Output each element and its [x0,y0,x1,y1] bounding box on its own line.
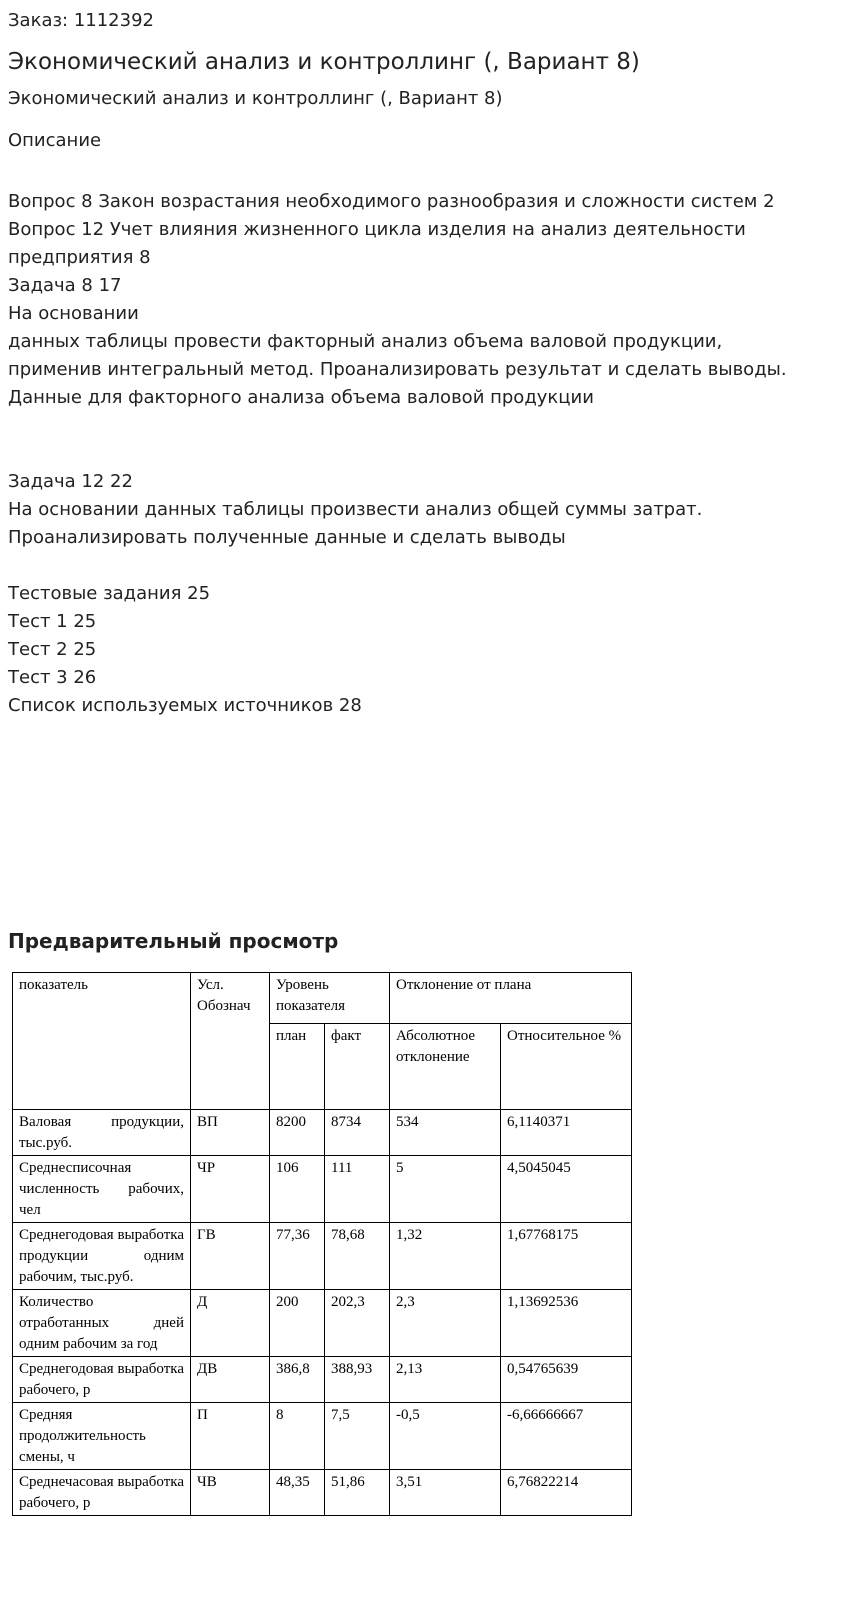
order-number: Заказ: 1112392 [8,10,154,31]
preview-table [12,972,632,1516]
cell-plan: 77,36 [270,1223,325,1290]
cell-indicator: Среднесписочная численность рабочих, чел [13,1156,191,1223]
description-line: Тест 1 25 [8,611,97,632]
cell-indicator: Средняя продолжительность смены, ч [13,1403,191,1470]
cell-relative: 1,13692536 [501,1290,632,1357]
cell-absolute: 534 [390,1110,501,1156]
description-line: Задача 8 17 [8,275,122,296]
cell-absolute: 2,13 [390,1357,501,1403]
cell-relative: 4,5045045 [501,1156,632,1223]
cell-fact: 51,86 [325,1470,390,1516]
cell-indicator: Среднегодовая выработка рабочего, р [13,1357,191,1403]
cell-plan: 8200 [270,1110,325,1156]
cell-fact: 78,68 [325,1223,390,1290]
description-line: Данные для факторного анализа объема валовой продукции [8,387,594,408]
cell-fact: 7,5 [325,1403,390,1470]
description-line: Список используемых источников 28 [8,695,362,716]
cell-indicator: Валовая продукции, тыс.руб. [13,1110,191,1156]
header-deviation: Отклонение от плана [390,973,632,1024]
cell-plan: 386,8 [270,1357,325,1403]
cell-relative: 0,54765639 [501,1357,632,1403]
header-fact: факт [325,1024,390,1110]
cell-relative: 6,1140371 [501,1110,632,1156]
cell-absolute: 5 [390,1156,501,1223]
cell-plan: 8 [270,1403,325,1470]
cell-absolute: 1,32 [390,1223,501,1290]
table-row [13,1290,632,1357]
description-line: применив интегральный метод. Проанализировать результат и сделать выводы. [8,359,787,380]
description-line: Тест 3 26 [8,667,97,688]
cell-absolute: 3,51 [390,1470,501,1516]
table-row [13,1403,632,1470]
table-row [13,1156,632,1223]
cell-absolute: 2,3 [390,1290,501,1357]
description-line: Тест 2 25 [8,639,97,660]
description-label: Описание [8,130,102,151]
cell-fact: 388,93 [325,1357,390,1403]
cell-fact: 8734 [325,1110,390,1156]
description-line [8,412,843,440]
cell-relative: -6,66666667 [501,1403,632,1470]
cell-symbol: ВП [191,1110,270,1156]
cell-indicator: Среднечасовая выработка рабочего, р [13,1470,191,1516]
description-line: Вопрос 8 Закон возрастания необходимого разнообразия и сложности систем 2 [8,191,775,212]
header-plan: план [270,1024,325,1110]
cell-relative: 6,76822214 [501,1470,632,1516]
cell-symbol: П [191,1403,270,1470]
page-title: Экономический анализ и контроллинг (, Вариант 8) [8,49,640,75]
cell-absolute: -0,5 [390,1403,501,1470]
description-line: Проанализировать полученные данные и сделать выводы [8,527,566,548]
description-line: Задача 12 22 [8,471,133,492]
description-line [8,440,843,468]
description-line: На основании данных таблицы произвести анализ общей суммы затрат. [8,499,703,520]
header-absolute: Абсолютное отклонение [390,1024,501,1110]
table-row [13,1470,632,1516]
description-line: Тестовые задания 25 [8,583,211,604]
table-header-row [13,973,632,1024]
description-line: данных таблицы провести факторный анализ объема валовой продукции, [8,331,723,352]
cell-indicator: Количество отработанных дней одним рабочим за год [13,1290,191,1357]
cell-fact: 202,3 [325,1290,390,1357]
description-text [8,188,843,720]
cell-symbol: ЧР [191,1156,270,1223]
cell-fact: 111 [325,1156,390,1223]
table-row [13,1110,632,1156]
description-line: Вопрос 12 Учет влияния жизненного цикла изделия на анализ деятельности [8,219,746,240]
cell-plan: 48,35 [270,1470,325,1516]
cell-symbol: ГВ [191,1223,270,1290]
page-subtitle: Экономический анализ и контроллинг (, Вариант 8) [8,88,503,109]
cell-symbol: ЧВ [191,1470,270,1516]
cell-symbol: Д [191,1290,270,1357]
header-symbol: Усл. Обознач [191,973,270,1110]
description-line [8,552,843,580]
cell-indicator: Среднегодовая выработка продукции одним рабочим, тыс.руб. [13,1223,191,1290]
header-level: Уровень показателя [270,973,390,1024]
cell-symbol: ДВ [191,1357,270,1403]
cell-plan: 200 [270,1290,325,1357]
header-relative: Относительное % [501,1024,632,1110]
header-indicator: показатель [13,973,191,1110]
cell-plan: 106 [270,1156,325,1223]
preview-heading: Предварительный просмотр [8,929,339,953]
table-row [13,1357,632,1403]
cell-relative: 1,67768175 [501,1223,632,1290]
description-line: предприятия 8 [8,247,151,268]
description-line: На основании [8,303,139,324]
table-row [13,1223,632,1290]
